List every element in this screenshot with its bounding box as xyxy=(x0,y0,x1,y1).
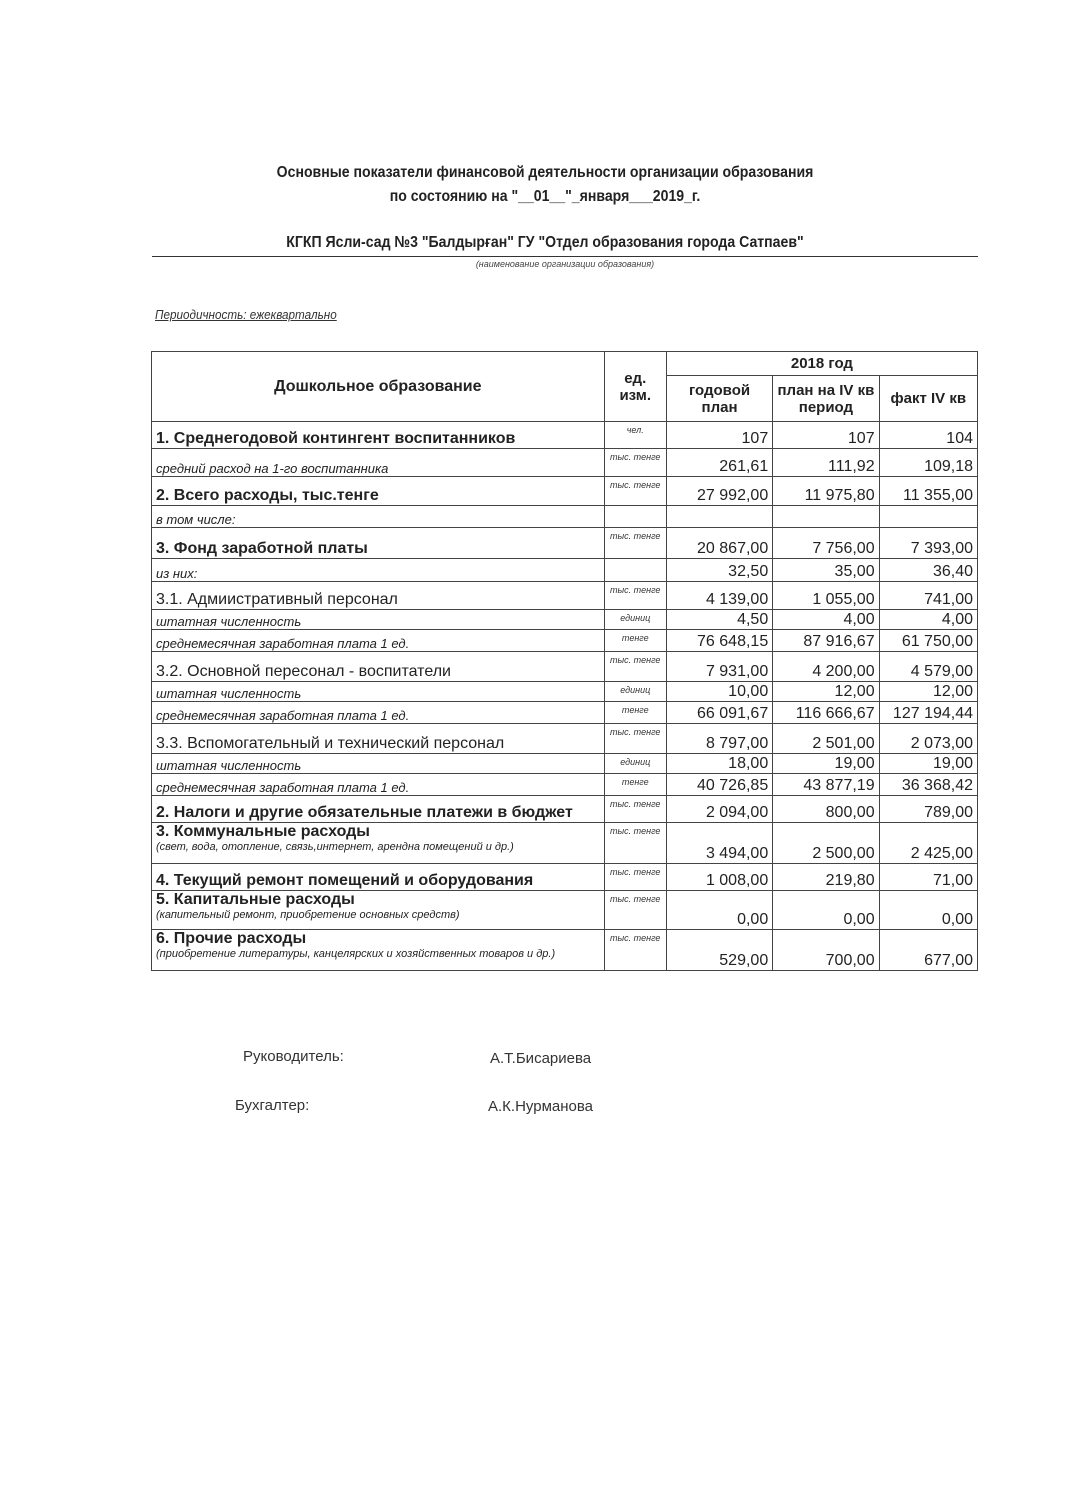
unit-cell: единиц xyxy=(604,610,666,630)
row-label-text: штатная численность xyxy=(156,686,302,701)
unit-cell: тыс. тенге xyxy=(604,930,666,971)
row-label xyxy=(152,864,605,891)
fact-q4-cell: 12,00 xyxy=(879,682,977,702)
row-label xyxy=(152,477,605,506)
annual-plan-cell: 529,00 xyxy=(666,930,772,971)
annual-plan-cell: 4,50 xyxy=(666,610,772,630)
organization-caption: (наименование организации образования) xyxy=(475,259,655,269)
unit-cell: тенге xyxy=(604,630,666,652)
table-row xyxy=(152,582,978,610)
financial-indicators-table xyxy=(151,351,978,971)
plan-q4-cell: 2 500,00 xyxy=(773,823,879,864)
fact-q4-cell: 36,40 xyxy=(879,559,977,582)
row-label xyxy=(152,610,605,630)
plan-q4-cell: 12,00 xyxy=(773,682,879,702)
unit-cell: тыс. тенге xyxy=(604,864,666,891)
unit-cell: чел. xyxy=(604,422,666,449)
header-preschool: Дошкольное образование xyxy=(152,352,605,422)
plan-q4-cell: 0,00 xyxy=(773,891,879,930)
unit-cell xyxy=(604,559,666,582)
unit-cell: тыс. тенге xyxy=(604,891,666,930)
annual-plan-cell: 40 726,85 xyxy=(666,774,772,796)
director-label: Руководитель: xyxy=(243,1048,344,1065)
row-label-text: среднемесячная заработная плата 1 ед. xyxy=(156,636,410,651)
annual-plan-cell xyxy=(666,506,772,528)
periodicity: Периодичность: ежеквартально xyxy=(155,307,337,322)
unit-cell: тыс. тенге xyxy=(604,796,666,823)
row-label-text: среднемесячная заработная плата 1 ед. xyxy=(156,708,410,723)
unit-cell: единиц xyxy=(604,754,666,774)
unit-cell: тыс. тенге xyxy=(604,449,666,477)
row-label xyxy=(152,506,605,528)
row-label xyxy=(152,823,605,864)
row-label xyxy=(152,774,605,796)
annual-plan-cell: 20 867,00 xyxy=(666,528,772,559)
row-label-text: 3. Фонд заработной платы xyxy=(156,540,368,557)
table-row xyxy=(152,506,978,528)
row-label-text: 3.3. Вспомогательный и технический персонал xyxy=(156,735,505,752)
row-label xyxy=(152,422,605,449)
document-title: Основные показатели финансовой деятельности организации образования xyxy=(276,164,814,181)
plan-q4-cell: 35,00 xyxy=(773,559,879,582)
fact-q4-cell: 19,00 xyxy=(879,754,977,774)
row-label-text: штатная численность xyxy=(156,758,302,773)
annual-plan-cell: 3 494,00 xyxy=(666,823,772,864)
plan-q4-cell: 87 916,67 xyxy=(773,630,879,652)
fact-q4-cell: 71,00 xyxy=(879,864,977,891)
plan-q4-cell: 7 756,00 xyxy=(773,528,879,559)
row-label xyxy=(152,930,605,971)
fact-q4-cell: 4 579,00 xyxy=(879,652,977,682)
row-label xyxy=(152,891,605,930)
row-sublabel: (свет, вода, отопление, связь,интернет, арендна помещений и др.) xyxy=(156,841,514,853)
row-label-text: в том числе: xyxy=(156,512,236,527)
annual-plan-cell: 1 008,00 xyxy=(666,864,772,891)
fact-q4-cell: 104 xyxy=(879,422,977,449)
annual-plan-cell: 32,50 xyxy=(666,559,772,582)
plan-q4-cell: 1 055,00 xyxy=(773,582,879,610)
fact-q4-cell: 11 355,00 xyxy=(879,477,977,506)
annual-plan-cell: 10,00 xyxy=(666,682,772,702)
table-row xyxy=(152,528,978,559)
plan-q4-cell: 111,92 xyxy=(773,449,879,477)
table-row xyxy=(152,891,978,930)
row-label-text: 6. Прочие расходы xyxy=(156,930,307,947)
row-label-text: из них: xyxy=(156,566,198,581)
plan-q4-cell: 4 200,00 xyxy=(773,652,879,682)
document-date: по состоянию на "__01__"_января___2019_г. xyxy=(389,188,701,205)
unit-cell: тыс. тенге xyxy=(604,477,666,506)
table-row xyxy=(152,449,978,477)
plan-q4-cell: 107 xyxy=(773,422,879,449)
annual-plan-cell: 0,00 xyxy=(666,891,772,930)
fact-q4-cell: 109,18 xyxy=(879,449,977,477)
fact-q4-cell xyxy=(879,506,977,528)
table-row xyxy=(152,754,978,774)
plan-q4-cell: 11 975,80 xyxy=(773,477,879,506)
fact-q4-cell: 7 393,00 xyxy=(879,528,977,559)
fact-q4-cell: 61 750,00 xyxy=(879,630,977,652)
table-row xyxy=(152,610,978,630)
table-row xyxy=(152,422,978,449)
director-name: А.Т.Бисариева xyxy=(490,1050,592,1067)
table-row xyxy=(152,477,978,506)
annual-plan-cell: 107 xyxy=(666,422,772,449)
fact-q4-cell: 0,00 xyxy=(879,891,977,930)
row-label-text: средний расход на 1-го воспитанника xyxy=(156,461,389,476)
row-label xyxy=(152,630,605,652)
fact-q4-cell: 677,00 xyxy=(879,930,977,971)
table-row xyxy=(152,702,978,724)
fact-q4-cell: 789,00 xyxy=(879,796,977,823)
annual-plan-cell: 27 992,00 xyxy=(666,477,772,506)
row-label xyxy=(152,652,605,682)
plan-q4-cell: 116 666,67 xyxy=(773,702,879,724)
annual-plan-cell: 2 094,00 xyxy=(666,796,772,823)
table-row xyxy=(152,559,978,582)
table-row xyxy=(152,796,978,823)
plan-q4-cell xyxy=(773,506,879,528)
header-fact-q4: факт IV кв xyxy=(879,376,977,422)
table-row xyxy=(152,682,978,702)
unit-cell: единиц xyxy=(604,682,666,702)
plan-q4-cell: 19,00 xyxy=(773,754,879,774)
row-label-text: 5. Капитальные расходы xyxy=(156,891,355,908)
fact-q4-cell: 36 368,42 xyxy=(879,774,977,796)
row-label-text: штатная численность xyxy=(156,614,302,629)
header-year: 2018 год xyxy=(666,352,977,376)
annual-plan-cell: 8 797,00 xyxy=(666,724,772,754)
unit-cell: тыс. тенге xyxy=(604,582,666,610)
row-label xyxy=(152,702,605,724)
plan-q4-cell: 700,00 xyxy=(773,930,879,971)
row-label-text: 3.2. Основной пересонал - воспитатели xyxy=(156,663,451,680)
plan-q4-cell: 2 501,00 xyxy=(773,724,879,754)
annual-plan-cell: 76 648,15 xyxy=(666,630,772,652)
table-row xyxy=(152,724,978,754)
plan-q4-cell: 43 877,19 xyxy=(773,774,879,796)
fact-q4-cell: 2 073,00 xyxy=(879,724,977,754)
unit-cell: тыс. тенге xyxy=(604,652,666,682)
accountant-name: А.К.Нурманова xyxy=(488,1098,594,1115)
row-label xyxy=(152,724,605,754)
unit-cell: тыс. тенге xyxy=(604,823,666,864)
header-unit: ед. изм. xyxy=(604,352,666,422)
unit-cell: тенге xyxy=(604,774,666,796)
annual-plan-cell: 18,00 xyxy=(666,754,772,774)
row-label-text: 3. Коммунальные расходы xyxy=(156,823,370,840)
annual-plan-cell: 261,61 xyxy=(666,449,772,477)
fact-q4-cell: 127 194,44 xyxy=(879,702,977,724)
unit-cell: тыс. тенге xyxy=(604,528,666,559)
row-label xyxy=(152,449,605,477)
row-label-text: среднемесячная заработная плата 1 ед. xyxy=(156,780,410,795)
row-sublabel: (капительный ремонт, приобретение основных средств) xyxy=(156,909,460,921)
unit-cell: тенге xyxy=(604,702,666,724)
header-plan-q4: план на IV кв период xyxy=(773,376,879,422)
table-row xyxy=(152,630,978,652)
table-row xyxy=(152,864,978,891)
organization-underline xyxy=(152,256,978,257)
header-annual-plan: годовой план xyxy=(666,376,772,422)
row-label xyxy=(152,528,605,559)
row-label xyxy=(152,754,605,774)
row-label xyxy=(152,796,605,823)
row-label-text: 2. Всего расходы, тыс.тенге xyxy=(156,487,379,504)
fact-q4-cell: 2 425,00 xyxy=(879,823,977,864)
row-label xyxy=(152,559,605,582)
plan-q4-cell: 800,00 xyxy=(773,796,879,823)
table-row xyxy=(152,774,978,796)
table-row xyxy=(152,823,978,864)
fact-q4-cell: 741,00 xyxy=(879,582,977,610)
fact-q4-cell: 4,00 xyxy=(879,610,977,630)
plan-q4-cell: 4,00 xyxy=(773,610,879,630)
annual-plan-cell: 7 931,00 xyxy=(666,652,772,682)
plan-q4-cell: 219,80 xyxy=(773,864,879,891)
row-sublabel: (приобретение литературы, канцелярских и хозяйственных товаров и др.) xyxy=(156,948,556,960)
unit-cell xyxy=(604,506,666,528)
table-row xyxy=(152,652,978,682)
row-label xyxy=(152,682,605,702)
row-label xyxy=(152,582,605,610)
organization-name: КГКП Ясли-сад №3 "Балдырған" ГУ "Отдел образования города Сатпаев" xyxy=(286,234,804,251)
unit-cell: тыс. тенге xyxy=(604,724,666,754)
annual-plan-cell: 66 091,67 xyxy=(666,702,772,724)
row-label-text: 1. Среднегодовой контингент воспитанников xyxy=(156,430,516,447)
row-label-text: 2. Налоги и другие обязательные платежи в бюджет xyxy=(156,804,573,821)
accountant-label: Бухгалтер: xyxy=(235,1097,310,1114)
table-row xyxy=(152,930,978,971)
row-label-text: 4. Текущий ремонт помещений и оборудования xyxy=(156,872,534,889)
annual-plan-cell: 4 139,00 xyxy=(666,582,772,610)
row-label-text: 3.1. Адмиистративный персонал xyxy=(156,591,398,608)
